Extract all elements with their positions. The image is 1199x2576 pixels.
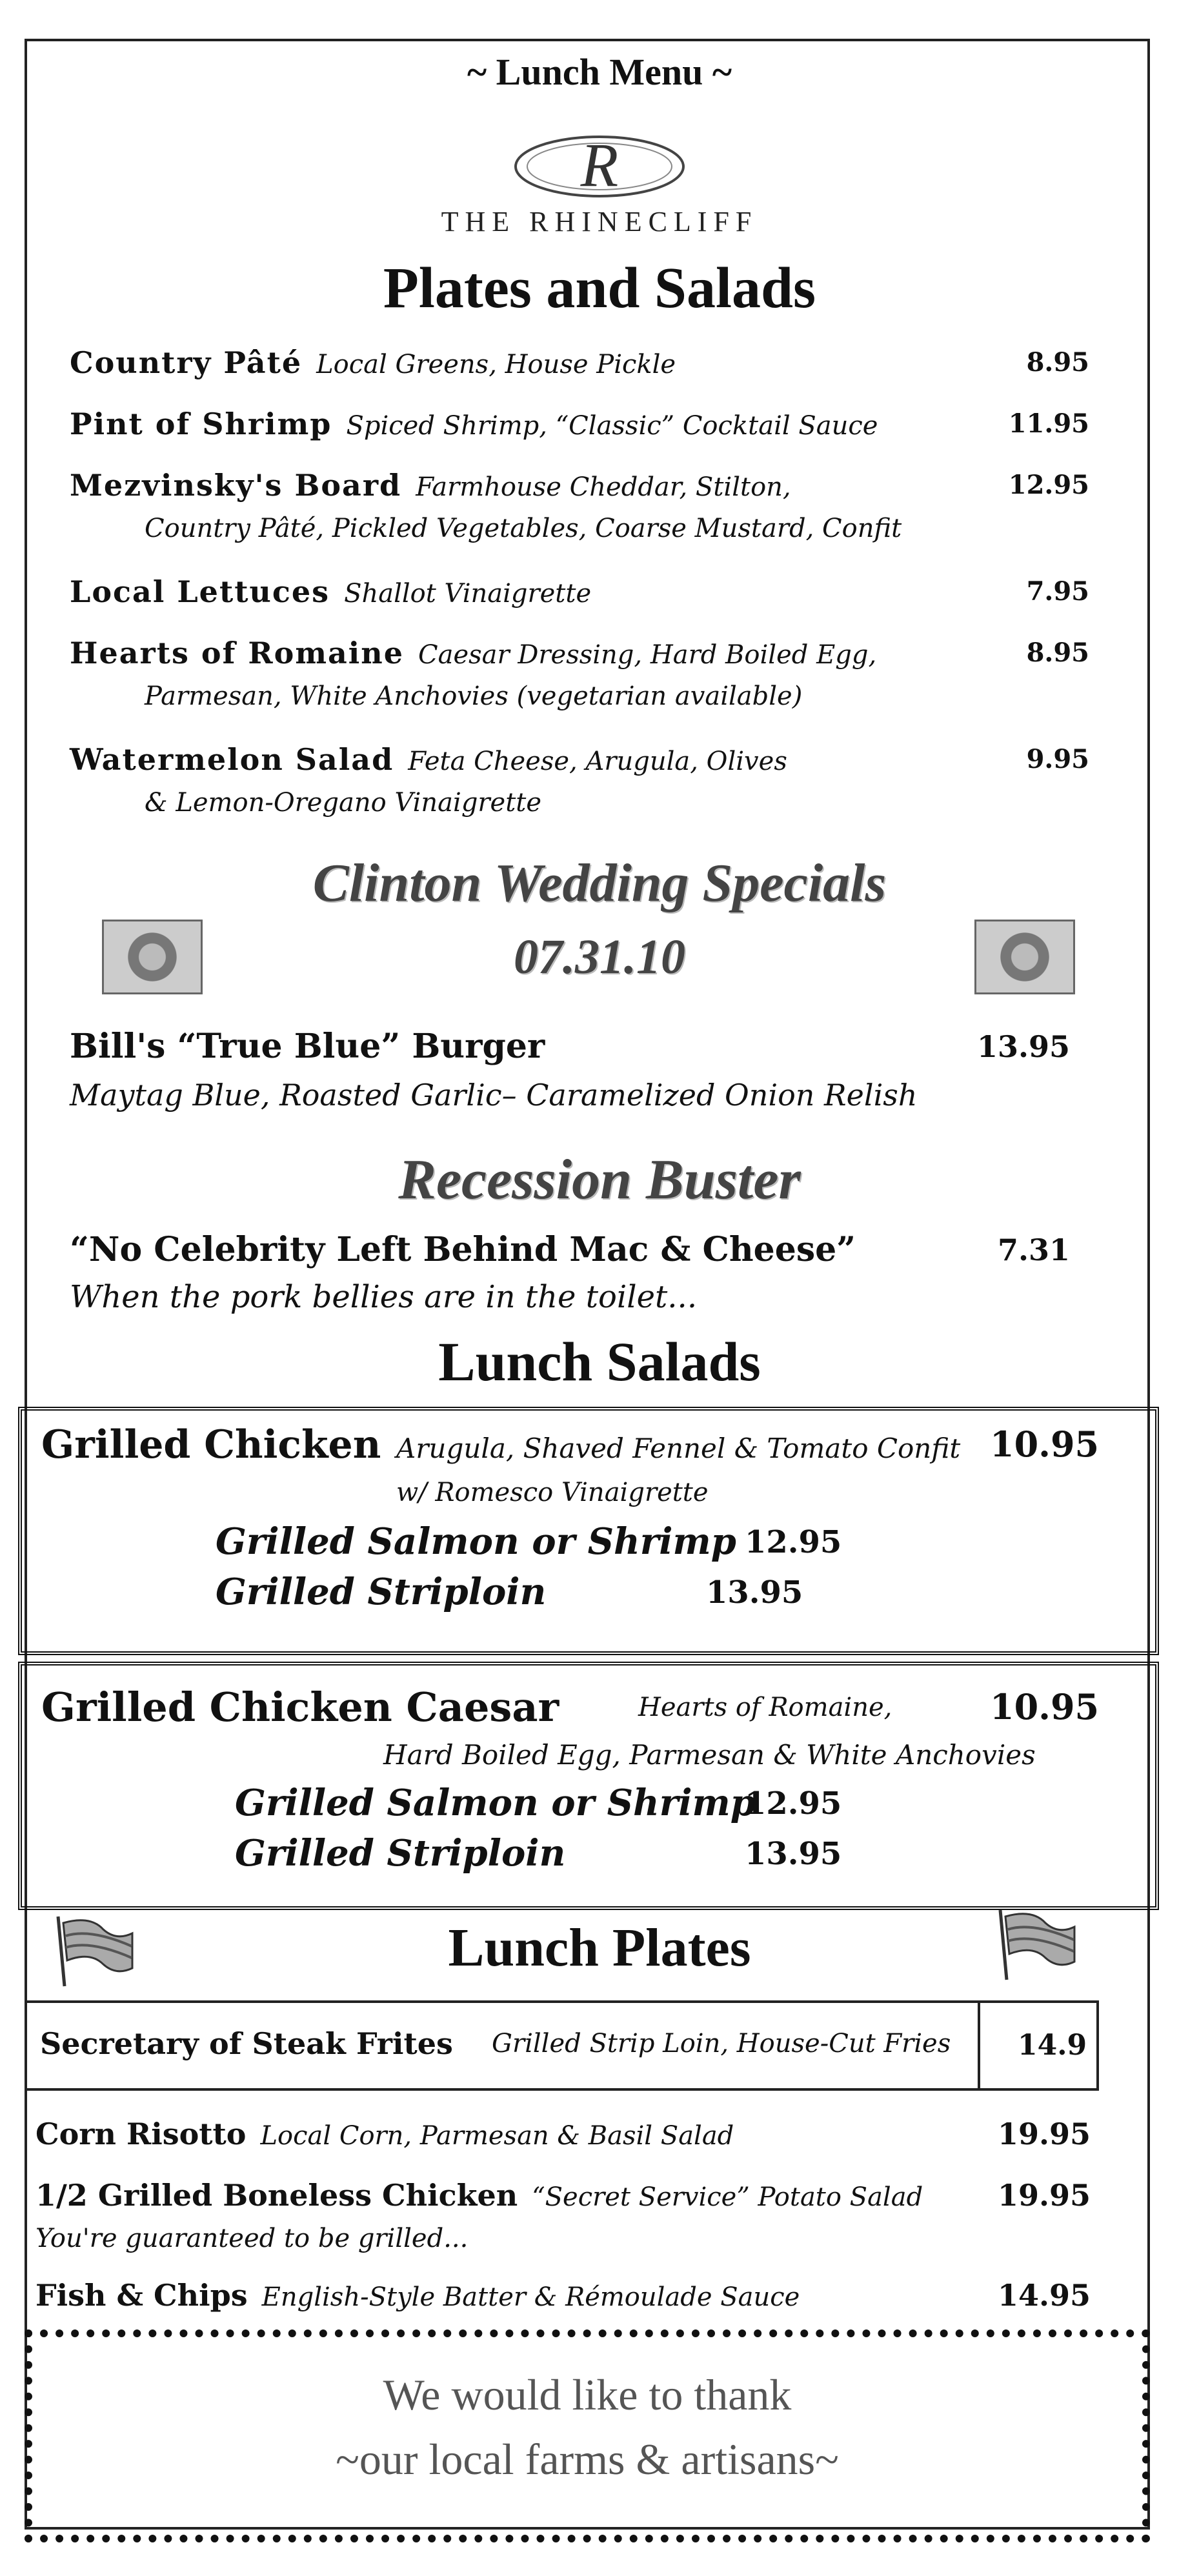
item-desc: Local Greens, House Pickle <box>316 350 676 379</box>
item-desc: “Secret Service” Potato Salad <box>532 2182 923 2212</box>
item-desc-cont: Parmesan, White Anchovies (vegetarian available) <box>145 681 803 711</box>
thanks-line-1: We would like to thank <box>383 2370 792 2419</box>
menu-item <box>70 1026 1089 1068</box>
menu-item <box>35 2175 1091 2259</box>
item-name: Grilled Chicken <box>41 1422 381 1467</box>
item-desc: Hearts of Romaine, <box>638 1693 892 1722</box>
item-name: Corn Risotto <box>35 2117 247 2151</box>
thanks-line-2: ~our local farms & artisans~ <box>336 2435 839 2484</box>
menu-item <box>70 1229 1089 1271</box>
lunch-plates-heading: Lunch Plates <box>448 1918 751 1978</box>
logo-letter: R <box>580 130 619 199</box>
floral-emblem-left-icon <box>102 920 203 994</box>
upgrade-option: Grilled Striploin <box>235 1832 566 1875</box>
item-name: Secretary of Steak Frites <box>40 2026 453 2061</box>
item-price: 7.95 <box>1026 576 1089 607</box>
upgrade-price: 13.95 <box>745 1836 842 1872</box>
menu-item <box>70 403 1089 447</box>
item-desc-cont: & Lemon-Oregano Vinaigrette <box>145 788 542 818</box>
item-name: “No Celebrity Left Behind Mac & Cheese” <box>70 1230 856 1269</box>
item-name: Fish & Chips <box>35 2278 248 2313</box>
menu-title: ~ Lunch Menu ~ <box>467 51 732 93</box>
item-desc: Farmhouse Cheddar, Stilton, <box>416 472 791 502</box>
wedding-date: 07.31.10 <box>514 930 685 984</box>
salad-box <box>18 1407 1159 1655</box>
menu-item-desc <box>70 1074 1089 1116</box>
item-price: 12.95 <box>1008 470 1089 500</box>
item-desc: Grilled Strip Loin, House-Cut Fries <box>492 2029 951 2058</box>
item-name: Grilled Chicken Caesar <box>41 1684 559 1731</box>
upgrade-price: 12.95 <box>745 1786 842 1822</box>
rhinecliff-logo <box>0 128 1199 208</box>
item-name: Country Pâté <box>70 345 303 380</box>
item-price: 14.9 <box>1018 2029 1087 2062</box>
menu-item <box>70 342 1089 385</box>
item-name: Local Lettuces <box>70 574 330 609</box>
item-desc: English-Style Batter & Rémoulade Sauce <box>261 2282 800 2312</box>
item-name: Bill's “True Blue” Burger <box>70 1027 545 1066</box>
recession-heading: Recession Buster <box>398 1149 801 1211</box>
item-name: 1/2 Grilled Boneless Chicken <box>35 2178 518 2213</box>
item-price: 10.95 <box>990 1686 1100 1727</box>
menu-item <box>70 739 1089 823</box>
item-desc-cont: Hard Boiled Egg, Parmesan & White Anchovies <box>383 1739 1036 1771</box>
item-desc: Arugula, Shaved Fennel & Tomato Confit <box>396 1433 961 1464</box>
item-desc: Shallot Vinaigrette <box>344 579 592 609</box>
menu-item <box>70 465 1089 549</box>
upgrade-price: 12.95 <box>745 1524 842 1560</box>
menu-item <box>70 571 1089 614</box>
item-price: 19.95 <box>997 2117 1091 2151</box>
menu-item <box>70 632 1089 717</box>
item-price: 9.95 <box>1026 744 1089 774</box>
item-desc: Feta Cheese, Arugula, Olives <box>408 747 787 776</box>
plates-salads-heading: Plates and Salads <box>383 256 816 320</box>
item-desc: Spiced Shrimp, “Classic” Cocktail Sauce <box>346 411 878 441</box>
steak-box <box>25 2000 1099 2091</box>
item-name: Hearts of Romaine <box>70 636 404 670</box>
menu-item-desc <box>70 1276 1089 1318</box>
item-desc: Local Corn, Parmesan & Basil Salad <box>260 2121 734 2151</box>
item-price: 13.95 <box>976 1029 1070 1064</box>
salad-box <box>18 1662 1159 1910</box>
upgrade-price: 13.95 <box>706 1575 803 1611</box>
item-desc-cont: Country Pâté, Pickled Vegetables, Coarse Mustard, Confit <box>145 514 902 543</box>
divider <box>978 2003 980 2088</box>
item-price: 7.31 <box>997 1233 1070 1267</box>
item-desc-cont: w/ Romesco Vinaigrette <box>396 1478 709 1507</box>
logo-name: THE RHINECLIFF <box>441 206 758 237</box>
item-price: 8.95 <box>1026 347 1089 377</box>
item-price: 10.95 <box>990 1424 1100 1465</box>
item-price: 19.95 <box>997 2178 1091 2213</box>
item-price: 8.95 <box>1026 638 1089 668</box>
item-name: Watermelon Salad <box>70 742 394 777</box>
wedding-heading: Clinton Wedding Specials <box>312 853 887 913</box>
floral-emblem-right-icon <box>974 920 1075 994</box>
thanks-box <box>25 2329 1150 2542</box>
item-desc: Caesar Dressing, Hard Boiled Egg, <box>418 640 877 670</box>
upgrade-option: Grilled Salmon or Shrimp <box>216 1520 736 1563</box>
item-name: Mezvinsky's Board <box>70 468 402 503</box>
item-name: Pint of Shrimp <box>70 407 332 441</box>
menu-item <box>35 2113 1091 2157</box>
upgrade-option: Grilled Striploin <box>216 1571 547 1613</box>
item-desc: When the pork bellies are in the toilet... <box>70 1279 698 1315</box>
item-desc: Maytag Blue, Roasted Garlic– Caramelized Onion Relish <box>70 1078 918 1112</box>
upgrade-option: Grilled Salmon or Shrimp <box>235 1782 756 1824</box>
lunch-salads-heading: Lunch Salads <box>438 1331 761 1393</box>
item-price: 11.95 <box>1008 408 1089 439</box>
item-desc-cont: You're guaranteed to be grilled... <box>35 2224 469 2253</box>
item-price: 14.95 <box>997 2278 1091 2313</box>
menu-item <box>35 2275 1091 2318</box>
